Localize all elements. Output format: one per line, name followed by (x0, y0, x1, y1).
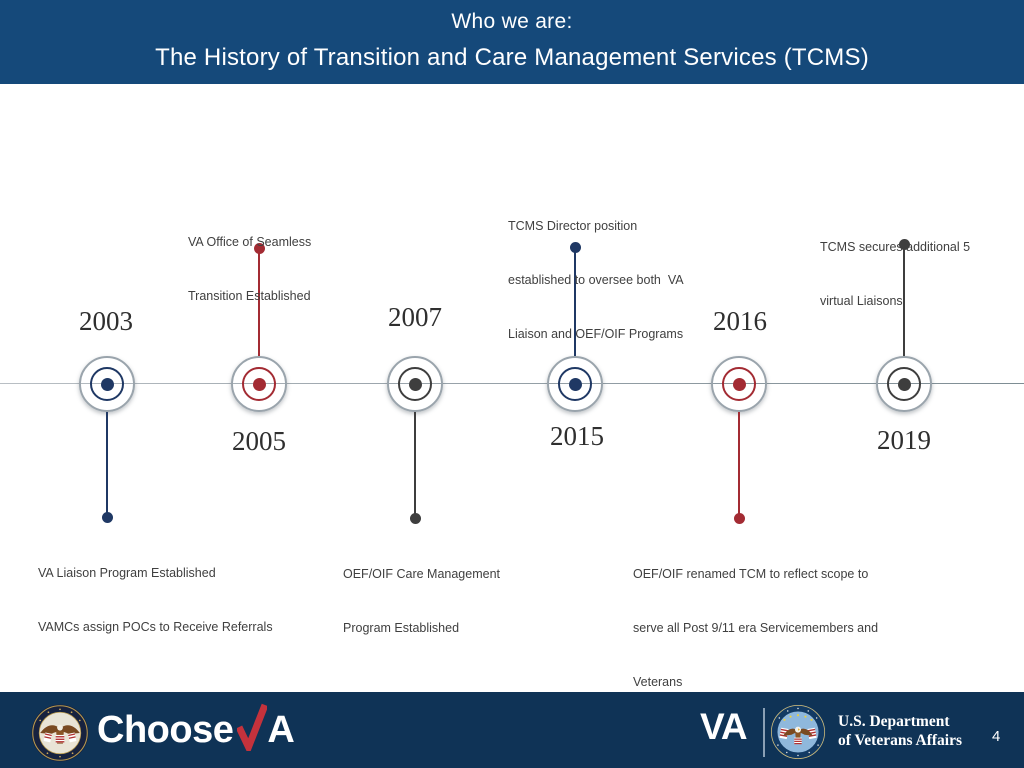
page-number: 4 (992, 728, 1001, 745)
choose-va-text: Choose (97, 709, 234, 751)
node-inner-ring (887, 367, 921, 401)
event-line: established to oversee both VA (508, 273, 684, 287)
event-description (38, 528, 273, 672)
connector-line (414, 412, 416, 518)
year-label: 2005 (232, 426, 286, 456)
node-inner-ring (90, 367, 124, 401)
department-name (838, 712, 962, 750)
node-inner-ring (242, 367, 276, 401)
connector-line (738, 412, 740, 518)
event-description (188, 197, 311, 341)
node-dot (898, 378, 911, 391)
footer-divider (763, 708, 765, 757)
timeline-node-icon (876, 356, 932, 412)
connector-end-dot (734, 513, 745, 524)
node-dot (409, 378, 422, 391)
connector-line (106, 412, 108, 517)
node-dot (253, 378, 266, 391)
event-line: Program Established (343, 621, 460, 635)
node-dot (569, 378, 582, 391)
event-line: TCMS Director position (508, 219, 638, 233)
node-dot (101, 378, 114, 391)
department-name-line2: of Veterans Affairs (838, 732, 962, 749)
year-label: 2016 (713, 306, 767, 336)
event-line: OEF/OIF Care Management (343, 567, 501, 581)
slide-title-line2: The History of Transition and Care Management Services (TCMS) (155, 44, 869, 71)
year-label: 2019 (877, 425, 931, 455)
choose-va-suffix: A (267, 709, 295, 751)
timeline-node-icon (231, 356, 287, 412)
event-line: VA Liaison Program Established (38, 566, 216, 580)
timeline-node-icon (79, 356, 135, 412)
year-label: 2003 (79, 306, 133, 336)
event-description (508, 181, 684, 379)
connector-end-dot (410, 513, 421, 524)
event-line: Liaison and OEF/OIF Programs (508, 327, 684, 341)
checkmark-icon (237, 703, 267, 751)
node-inner-ring (722, 367, 756, 401)
timeline-node-icon (387, 356, 443, 412)
slide-header (0, 0, 1024, 84)
va-logo: VA (700, 706, 747, 747)
event-description (343, 529, 500, 673)
event-line: TCMS secures additional 5 (820, 240, 971, 254)
event-line: serve all Post 9/11 era Servicemembers and (633, 621, 879, 635)
timeline-axis (0, 383, 1024, 384)
va-seal-dark-icon (31, 704, 89, 762)
event-line: Transition Established (188, 289, 311, 303)
event-line: virtual Liaisons (820, 294, 903, 308)
va-seal-light-icon (770, 704, 826, 760)
slide-title-line1: Who we are: (451, 10, 573, 33)
event-line: VAMCs assign POCs to Receive Referrals (38, 620, 273, 634)
year-label: 2007 (388, 302, 442, 332)
event-line: OEF/OIF renamed TCM to reflect scope to (633, 567, 869, 581)
node-inner-ring (398, 367, 432, 401)
event-line: Veterans (633, 675, 683, 689)
choose-va-logo (97, 703, 294, 752)
node-dot (733, 378, 746, 391)
event-description (820, 202, 970, 346)
department-name-line1: U.S. Department (838, 713, 950, 730)
year-label: 2015 (550, 421, 604, 451)
event-line: VA Office of Seamless (188, 235, 312, 249)
timeline-node-icon (711, 356, 767, 412)
connector-end-dot (102, 512, 113, 523)
